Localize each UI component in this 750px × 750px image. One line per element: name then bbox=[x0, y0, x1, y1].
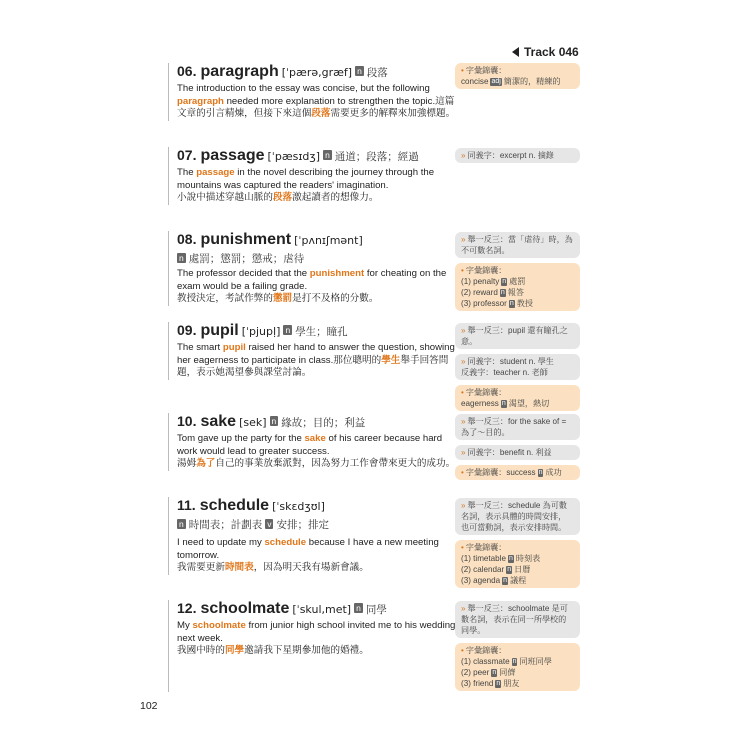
example-en: The professor decided that the punishment for cheating on the exam would be a failing grade. 教授決定，考試作弊的懲罰是打不及格的分數。 bbox=[177, 268, 447, 305]
notes-schedule bbox=[455, 498, 580, 593]
entry-number: 11. bbox=[177, 497, 196, 513]
note-vocab: • 字彙錦囊： eagerness n 渴望，熱切 bbox=[455, 385, 580, 411]
pos-tag: n bbox=[179, 519, 184, 530]
note-vocab: • 字彙錦囊： (1) timetable n 時刻表 (2) calendar n 日曆 (3) agenda n 議程 bbox=[455, 540, 580, 588]
pos-tag: n bbox=[179, 253, 184, 264]
example-en: The smart pupil raised her hand to answer the question, showing her eagerness to participate in class.那位聰明的學生舉手回答問題，表示她渴望參與課堂討論。 bbox=[177, 342, 455, 379]
definition-zh: 通道；段落；經過 bbox=[334, 151, 419, 163]
notes-passage bbox=[455, 148, 580, 168]
example-en: I need to update my schedule because I have a new meeting tomorrow. 我需要更新時間表，因為明天我有場新會議。 bbox=[177, 537, 439, 574]
headword: sake bbox=[200, 413, 237, 430]
entry-passage bbox=[168, 147, 457, 205]
entry-number: 08. bbox=[177, 231, 197, 247]
pronunciation: [ˈpærə,græf] bbox=[281, 66, 353, 79]
track-label bbox=[512, 45, 579, 59]
pos-tag: n bbox=[285, 325, 291, 336]
definition-zh: 同學 bbox=[365, 604, 387, 616]
headword: schedule bbox=[199, 497, 270, 514]
pos-tag: v bbox=[267, 519, 272, 530]
definition-zh: 緣故；目的；利益 bbox=[281, 417, 366, 429]
note-synonym: » 同義字：excerpt n. 摘錄 bbox=[455, 148, 580, 163]
note-vocab: • 字彙錦囊： (1) classmate n 同班同學 (2) peer n 同儕 (3) friend n 朋友 bbox=[455, 643, 580, 691]
definition-line bbox=[177, 251, 457, 266]
note-tip: » 舉一反三：for the sake of = 為了～目的。 bbox=[455, 414, 580, 440]
headword: passage bbox=[200, 147, 265, 164]
note-tip: » 舉一反三：schoolmate 是可數名詞，表示在同一所學校的同學。 bbox=[455, 601, 580, 638]
entry-schoolmate bbox=[168, 600, 457, 692]
pos-tag: n bbox=[271, 416, 277, 427]
speaker-icon[interactable] bbox=[512, 47, 519, 57]
entry-punishment bbox=[168, 231, 457, 306]
example-en: Tom gave up the party for the sake of his career because hard work would lead to greater success. 湯姆為了自己的事業放棄派對，因為努力工作會帶來更大的成功。 bbox=[177, 433, 456, 470]
headword-line bbox=[177, 497, 457, 515]
entry-number: 12. bbox=[177, 600, 197, 616]
entry-paragraph bbox=[168, 63, 457, 121]
notes-pupil bbox=[455, 323, 580, 416]
pronunciation: [ˈskul,met] bbox=[292, 603, 352, 616]
notes-sake bbox=[455, 414, 580, 485]
definition-zh: 安排；排定 bbox=[276, 519, 329, 531]
headword-line bbox=[177, 63, 457, 81]
notes-paragraph bbox=[455, 63, 580, 94]
example-en: My schoolmate from junior high school invited me to his wedding next week. 我國中時的同學邀請我下星期參加他的婚禮。 bbox=[177, 620, 456, 657]
note-vocab: • 字彙錦囊： (1) penalty n 處罰 (2) reward n 報答 (3) professor n 教授 bbox=[455, 263, 580, 311]
pronunciation: [sek] bbox=[239, 416, 267, 429]
note-synonym-antonym: » 同義字：student n. 學生 反義字：teacher n. 老師 bbox=[455, 354, 580, 380]
entry-number: 09. bbox=[177, 322, 197, 338]
entry-schedule bbox=[168, 497, 457, 575]
headword-line bbox=[177, 413, 457, 431]
pronunciation: [ˈpʌnɪʃmənt] bbox=[294, 234, 363, 247]
pos-tag: n bbox=[325, 150, 330, 161]
definition-zh: 學生；瞳孔 bbox=[295, 326, 348, 338]
note-synonym: » 同義字：benefit n. 利益 bbox=[455, 445, 580, 460]
headword-line bbox=[177, 322, 457, 340]
entry-pupil bbox=[168, 322, 457, 380]
pronunciation: [ˈpjupḷ] bbox=[241, 325, 281, 338]
definition-zh: 處罰；懲罰；懲戒；虐待 bbox=[188, 253, 305, 265]
headword: punishment bbox=[200, 231, 292, 248]
headword: paragraph bbox=[200, 63, 279, 80]
entry-number: 10. bbox=[177, 413, 197, 429]
headword: pupil bbox=[200, 322, 239, 339]
headword-line bbox=[177, 231, 457, 249]
entry-sake bbox=[168, 413, 457, 471]
definition-line bbox=[177, 517, 457, 532]
entry-number: 06. bbox=[177, 63, 197, 79]
entry-number: 07. bbox=[177, 147, 197, 163]
notes-schoolmate bbox=[455, 601, 580, 696]
headword: schoolmate bbox=[200, 600, 290, 617]
note-vocab: • 字彙錦囊： concise adj 簡潔的，精練的 bbox=[455, 63, 580, 89]
note-tip: » 舉一反三：schedule 為可數名詞，表示具體的時間安排，也可當動詞，表示安排時間。 bbox=[455, 498, 580, 535]
track-text: Track 046 bbox=[524, 45, 579, 59]
pronunciation: [ˈskɛdʒʊl] bbox=[272, 500, 325, 513]
note-tip: » 舉一反三：當「虐待」時，為不可數名詞。 bbox=[455, 232, 580, 258]
pos-tag: n bbox=[356, 603, 361, 614]
headword-line bbox=[177, 600, 457, 618]
pronunciation: [ˈpæsɪdʒ] bbox=[267, 150, 321, 163]
pos-tag: n bbox=[357, 66, 362, 77]
page-number: 102 bbox=[140, 700, 158, 712]
notes-punishment bbox=[455, 232, 580, 316]
headword-line bbox=[177, 147, 457, 165]
note-vocab: • 字彙錦囊：success n 成功 bbox=[455, 465, 580, 480]
example-en: The introduction to the essay was concise, but the following paragraph needed more explanation to strengthen the topic.這篇文章的引言精煉，但接下來這個段落需要更多的解釋來加強標題。 bbox=[177, 83, 456, 120]
definition-zh: 段落 bbox=[366, 67, 388, 79]
note-tip: » 舉一反三：pupil 還有瞳孔之意。 bbox=[455, 323, 580, 349]
definition-zh: 時間表；計劃表 bbox=[188, 519, 263, 531]
example-en: The passage in the novel describing the journey through the mountains was captured the readers' imagination. 小說中描述穿越山脈的段落激起讀者的想像力。 bbox=[177, 167, 435, 204]
